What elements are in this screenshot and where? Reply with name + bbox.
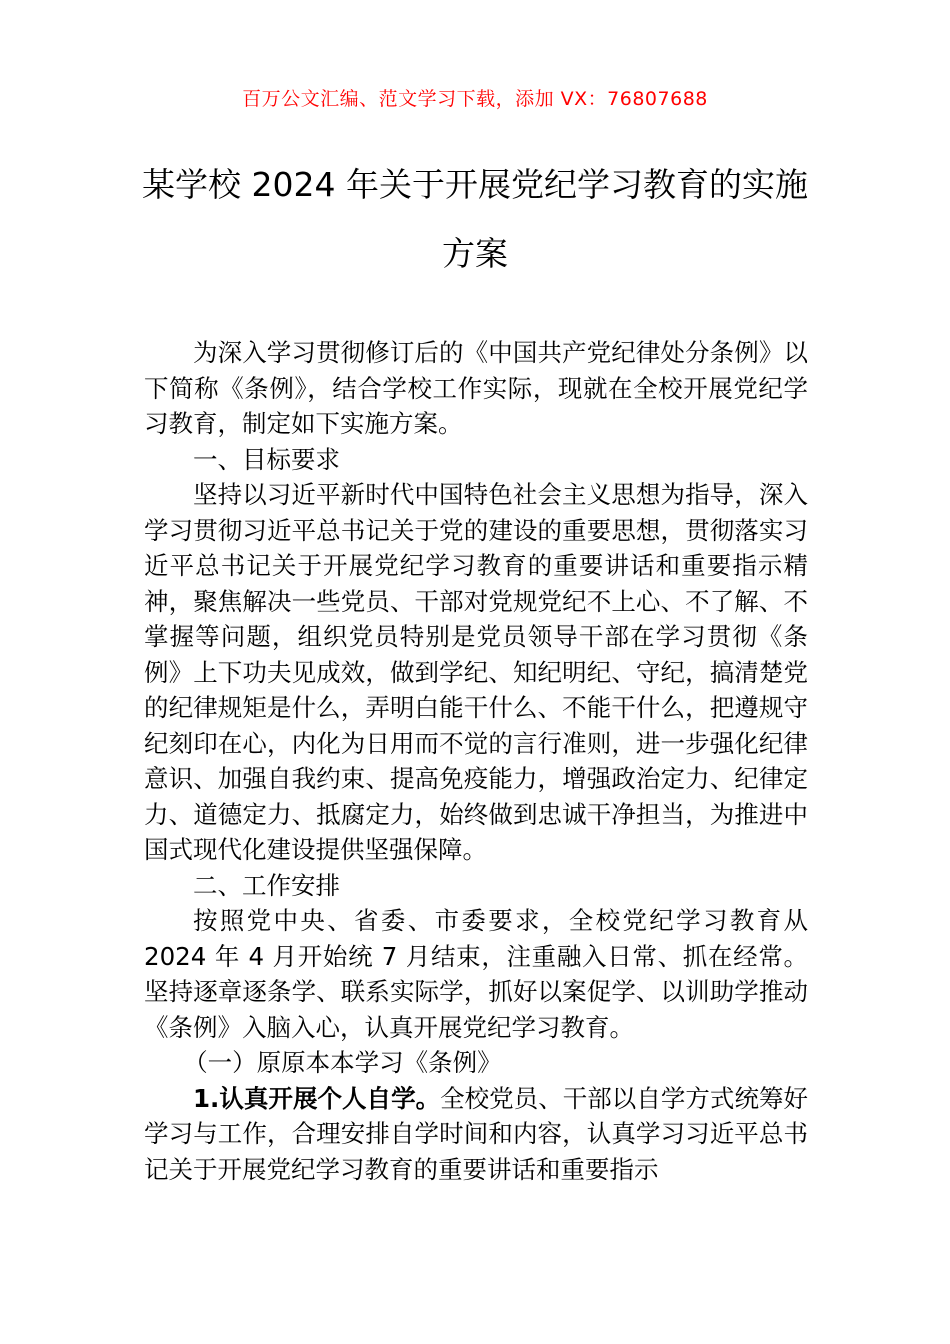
document-body: [144, 335, 808, 1187]
subsection-heading-study: （一）原原本本学习《条例》: [183, 1048, 502, 1077]
item-text: 全校党员、干部以自学方式统筹好学习与工作，合理安排自学时间和内容，认真学习习近平总书记关于开展党纪学习教育的重要讲话和重要指示: [144, 1083, 808, 1184]
item-paragraph: [144, 1081, 808, 1188]
header-banner: 百万公文汇编、范文学习下载，添加 VX：76807688: [242, 88, 708, 110]
goals-paragraph: 坚持以习近平新时代中国特色社会主义思想为指导，深入学习贯彻习近平总书记关于党的建设的重要思想，贯彻落实习近平总书记关于开展党纪学习教育的重要讲话和重要指示精神，聚焦解决一些党员、干部对党规党纪不上心、不了解、不掌握等问题，组织党员特别是党员领导干部在学习贯彻《条例》上下功夫见成效，做到学纪、知纪明纪、守纪，搞清楚党的纪律规矩是什么，弄明白能干什么、不能干什么，把遵规守纪刻印在心，内化为日用而不觉的言行准则，进一步强化纪律意识、加强自我约束、提高免疫能力，增强政治定力、纪律定力、道德定力、抵腐定力，始终做到忠诚干净担当，为推进中国式现代化建设提供坚强保障。: [144, 480, 808, 864]
item-lead: 1.认真开展个人自学。: [193, 1083, 441, 1113]
arrangement-paragraph: 按照党中央、省委、市委要求，全校党纪学习教育从 2024 年 4 月开始统 7 月结束，注重融入日常、抓在经常。坚持逐章逐条学、联系实际学，抓好以案促学、以训助学推动《条例》入脑入心，认真开展党纪学习教育。: [144, 906, 808, 1042]
section-heading-arrangement: 二、工作安排: [193, 870, 340, 900]
section-heading-goals: 一、目标要求: [193, 444, 340, 474]
intro-paragraph: 为深入学习贯彻修订后的《中国共产党纪律处分条例》以下简称《条例》，结合学校工作实际，现就在全校开展党纪学习教育，制定如下实施方案。: [144, 338, 808, 438]
document-title: 某学校 2024 年关于开展党纪学习教育的实施方案: [142, 165, 808, 273]
